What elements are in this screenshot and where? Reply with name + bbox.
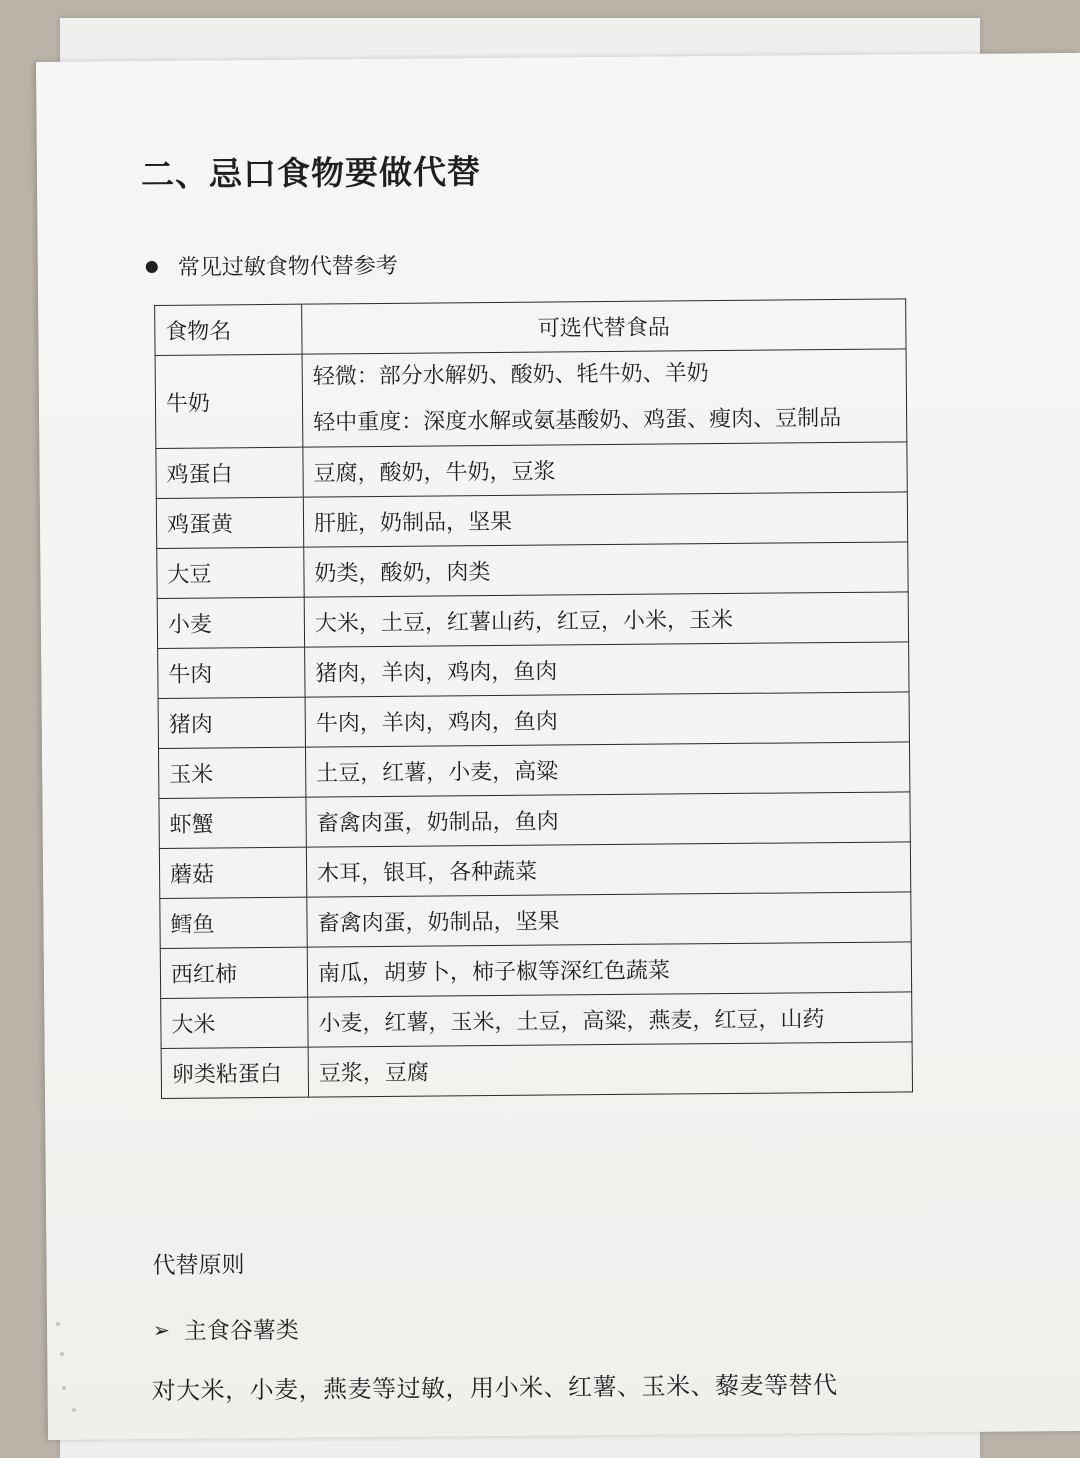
- principle-label: 代替原则: [152, 1252, 245, 1280]
- table-row: [158, 642, 909, 699]
- food-cell: 牛奶: [155, 354, 303, 448]
- arrow-bullet-icon: ➢: [152, 1317, 170, 1342]
- document-page: [36, 53, 1080, 1440]
- table-row: [161, 992, 912, 1049]
- food-cell: 虾蟹: [159, 797, 306, 848]
- food-cell: 大米: [161, 997, 308, 1048]
- table-header-row: [155, 299, 906, 356]
- alternatives-cell: 大米，土豆，红薯山药，红豆，小米，玉米: [304, 592, 908, 647]
- alternatives-cell: 奶类，酸奶，肉类: [304, 542, 908, 597]
- milk-severe-line: 轻中重度：深度水解或氨基酸奶、鸡蛋、瘦肉、豆制品: [313, 405, 842, 436]
- alternatives-cell: 豆腐，酸奶，牛奶，豆浆: [303, 442, 907, 497]
- table-row: [156, 492, 907, 549]
- alternatives-cell: [302, 349, 907, 447]
- alternatives-cell: 小麦，红薯，玉米，土豆，高粱，燕麦，红豆，山药: [308, 992, 912, 1047]
- table-row: [158, 742, 909, 799]
- substitute-table: [154, 298, 913, 1099]
- food-cell: 鸡蛋白: [156, 447, 303, 498]
- table-row: [157, 592, 908, 649]
- table-row: [160, 892, 911, 949]
- alternatives-cell: 木耳，银耳，各种蔬菜: [306, 842, 910, 897]
- binder-hole: [60, 1352, 64, 1356]
- bullet-dot-icon: [146, 260, 158, 272]
- food-cell: 小麦: [157, 597, 304, 648]
- food-cell: 西红柿: [160, 947, 307, 998]
- header-food-name: 食物名: [155, 304, 302, 355]
- table-row: [157, 542, 908, 599]
- binder-hole: [72, 1408, 76, 1412]
- table-row: [156, 442, 907, 499]
- alternatives-cell: 豆浆，豆腐: [308, 1042, 912, 1097]
- staple-bullet-text: 主食谷薯类: [183, 1317, 299, 1345]
- alternatives-cell: 牛肉，羊肉，鸡肉，鱼肉: [305, 692, 909, 747]
- staple-paragraph: 对大米，小麦，燕麦等过敏，用小米、红薯、玉米、藜麦等替代: [151, 1371, 838, 1406]
- table-row: [158, 692, 909, 749]
- table-row: [160, 942, 911, 999]
- food-cell: 鸡蛋黄: [156, 497, 303, 548]
- food-cell: 大豆: [157, 547, 304, 598]
- page-title: 二、忌口食物要做代替: [140, 152, 482, 195]
- table-row: [159, 792, 910, 849]
- milk-mild-line: 轻微：部分水解奶、酸奶、牦牛奶、羊奶: [312, 361, 709, 390]
- alternatives-cell: 南瓜，胡萝卜，柿子椒等深红色蔬菜: [307, 942, 911, 997]
- food-cell: 鳕鱼: [160, 897, 307, 948]
- alternatives-cell: 肝脏，奶制品，坚果: [303, 492, 907, 547]
- table-row: [159, 842, 910, 899]
- alternatives-cell: 土豆，红薯，小麦，高粱: [305, 742, 909, 797]
- binder-hole: [62, 1386, 66, 1390]
- section-bullet-text: 常见过敏食物代替参考: [177, 253, 398, 281]
- food-cell: 蘑菇: [159, 847, 306, 898]
- food-cell: 牛肉: [158, 647, 305, 698]
- binder-hole: [56, 1322, 60, 1326]
- alternatives-cell: 畜禽肉蛋，奶制品，鱼肉: [306, 792, 910, 847]
- alternatives-cell: 猪肉，羊肉，鸡肉，鱼肉: [305, 642, 909, 697]
- food-cell: 猪肉: [158, 697, 305, 748]
- staple-bullet: [153, 1312, 299, 1346]
- food-cell: 玉米: [158, 747, 305, 798]
- table-row: [161, 1042, 912, 1099]
- table-row-milk: [155, 349, 907, 449]
- alternatives-cell: 畜禽肉蛋，奶制品，坚果: [307, 892, 911, 947]
- header-alternatives: 可选代替食品: [302, 299, 906, 354]
- section-bullet: [146, 249, 398, 282]
- food-cell: 卵类粘蛋白: [161, 1047, 308, 1098]
